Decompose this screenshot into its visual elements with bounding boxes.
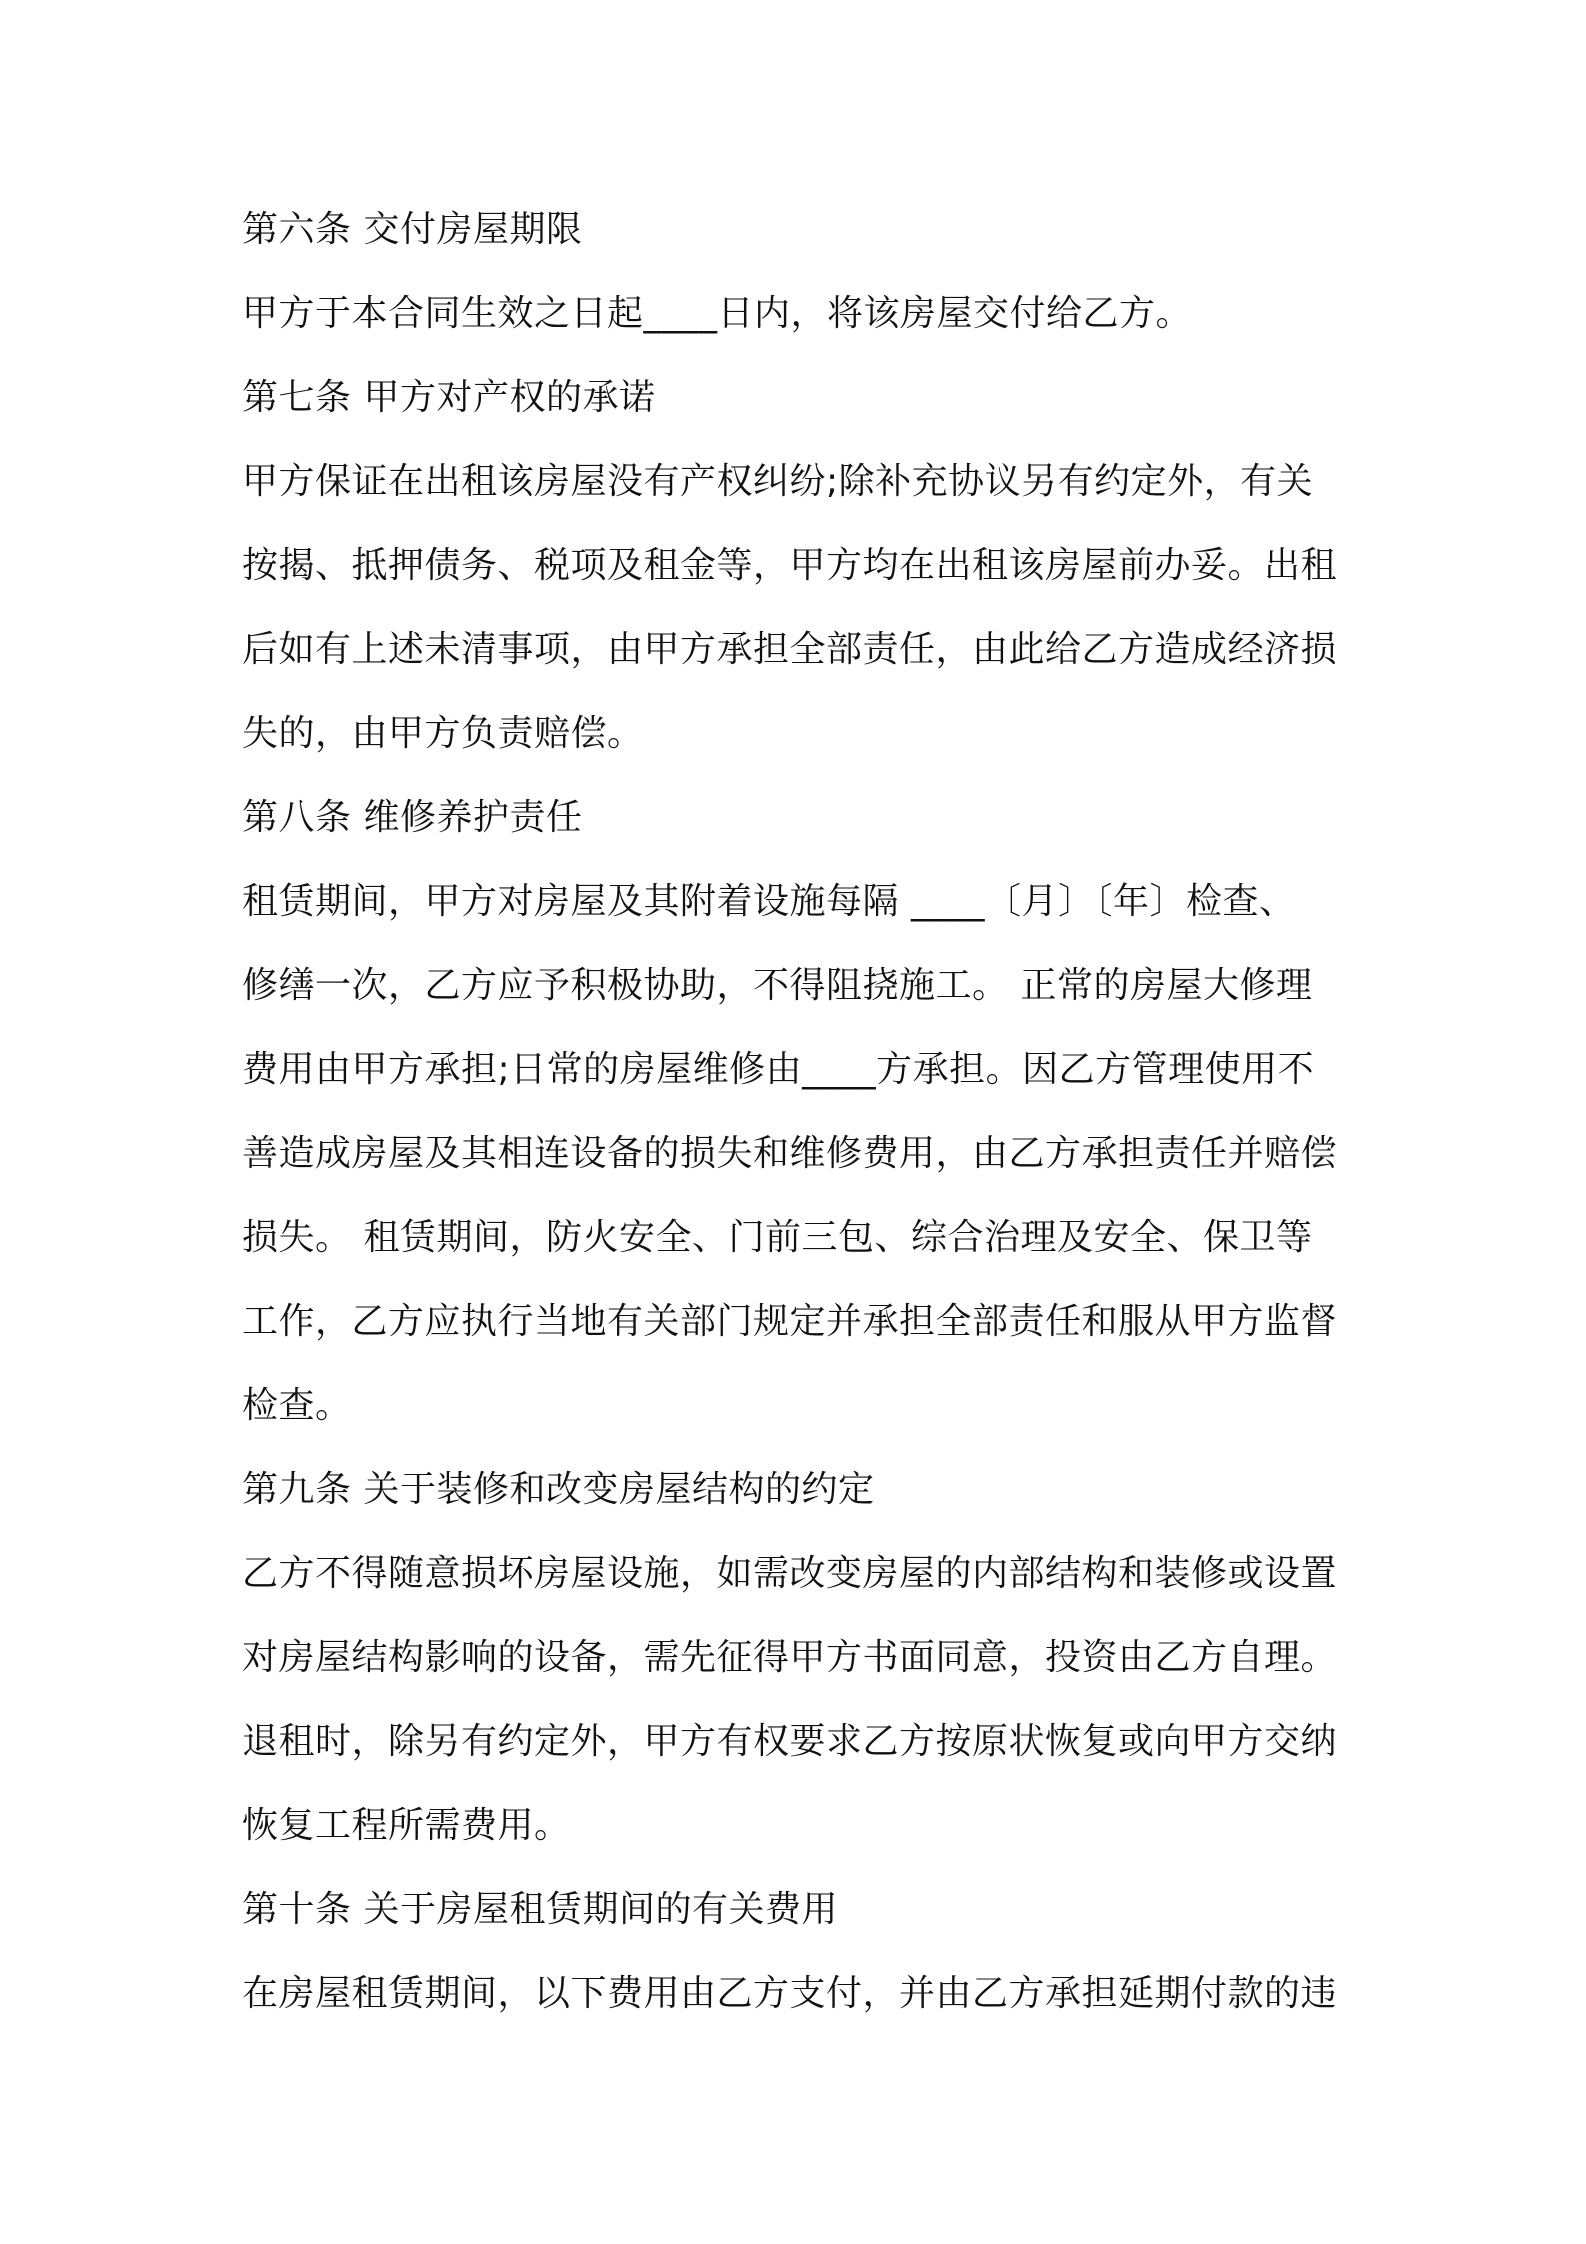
article-8-text-line-4: 善造成房屋及其相连设备的损失和维修费用，由乙方承担责任并赔偿 bbox=[242, 1133, 1338, 1174]
article-6-heading: 第六条 交付房屋期限 bbox=[242, 209, 583, 250]
article-9-text-line-1: 乙方不得随意损坏房屋设施，如需改变房屋的内部结构和装修或设置 bbox=[242, 1553, 1338, 1594]
article-7-text-line-4: 失的，由甲方负责赔偿。 bbox=[242, 713, 644, 754]
article-8-text-line-6: 工作，乙方应执行当地有关部门规定并承担全部责任和服从甲方监督 bbox=[242, 1301, 1338, 1342]
article-7-text-line-2: 按揭、抵押债务、税项及租金等，甲方均在出租该房屋前办妥。出租 bbox=[242, 545, 1338, 586]
article-7-text-line-3: 后如有上述未清事项，由甲方承担全部责任，由此给乙方造成经济损 bbox=[242, 629, 1338, 670]
article-9-text-line-3: 退租时，除另有约定外，甲方有权要求乙方按原状恢复或向甲方交纳 bbox=[242, 1721, 1338, 1762]
article-6-text-line-1: 甲方于本合同生效之日起____日内，将该房屋交付给乙方。 bbox=[242, 293, 1193, 334]
article-8-text-line-1: 租赁期间，甲方对房屋及其附着设施每隔 ____〔月〕〔年〕检查、 bbox=[242, 881, 1296, 922]
article-8-text-line-3: 费用由甲方承担;日常的房屋维修由____方承担。因乙方管理使用不 bbox=[242, 1049, 1315, 1090]
article-10-heading: 第十条 关于房屋租赁期间的有关费用 bbox=[242, 1889, 838, 1930]
article-8-heading: 第八条 维修养护责任 bbox=[242, 797, 583, 838]
article-9-heading: 第九条 关于装修和改变房屋结构的约定 bbox=[242, 1469, 875, 1510]
article-8-text-line-7: 检查。 bbox=[242, 1385, 352, 1426]
article-10-text-line-1: 在房屋租赁期间，以下费用由乙方支付，并由乙方承担延期付款的违 bbox=[242, 1973, 1338, 2014]
article-9-text-line-2: 对房屋结构影响的设备，需先征得甲方书面同意，投资由乙方自理。 bbox=[242, 1637, 1338, 1678]
article-8-text-line-5: 损失。 租赁期间，防火安全、门前三包、综合治理及安全、保卫等 bbox=[242, 1217, 1313, 1258]
article-8-text-line-2: 修缮一次，乙方应予积极协助，不得阻挠施工。 正常的房屋大修理 bbox=[242, 965, 1313, 1006]
article-7-text-line-1: 甲方保证在出租该房屋没有产权纠纷;除补充协议另有约定外，有关 bbox=[242, 461, 1314, 502]
article-9-text-line-4: 恢复工程所需费用。 bbox=[242, 1805, 571, 1846]
article-7-heading: 第七条 甲方对产权的承诺 bbox=[242, 377, 656, 418]
